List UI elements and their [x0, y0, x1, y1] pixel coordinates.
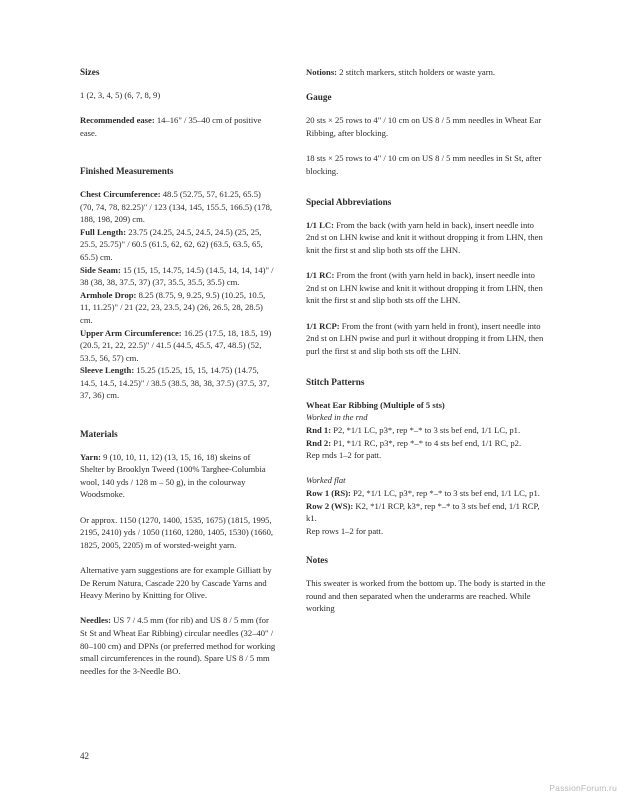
recommended-ease	[80, 114, 276, 139]
measurement-upper-arm: Upper Arm Circumference: 16.25 (17.5, 18, 18.5, 19) (20.5, 21, 22, 22.5)" / 41.5 (44.5, 45.5, 47, 48.5) (52, 53.5, 56, 57) cm.	[80, 327, 272, 363]
row-1: Row 1 (RS): P2, *1/1 LC, p3*, rep *–* to 3 sts bef end, 1/1 LC, p1.	[306, 488, 540, 499]
gauge-heading: Gauge	[306, 92, 332, 103]
notes-heading: Notes	[306, 555, 328, 565]
page-number: 42	[80, 751, 89, 761]
measurement-full-length: Full Length: 23.75 (24.25, 24.5, 24.5, 24.5) (25, 25, 25.5, 25.75)" / 60.5 (61.5, 62, 62, 62) (63.5, 63.5, 65, 65.5) cm.	[80, 226, 263, 262]
gauge-st-st: 18 sts × 25 rows to 4" / 10 cm on US 8 / 5 mm needles in St St, after blocking.	[306, 152, 542, 176]
rnd-1: Rnd 1: P2, *1/1 LC, p3*, rep *–* to 3 sts bef end, 1/1 LC, p1.	[306, 425, 521, 436]
special-abbreviations-heading: Special Abbreviations	[306, 196, 392, 207]
watermark: PassionForum.ru	[549, 783, 617, 793]
measurement-side-seam: Side Seam: 15 (15, 15, 14.75, 14.5) (14.5, 14, 14, 14)" / 38 (38, 38, 37.5, 37) (37, 35.5, 35.5, 35.5) cm.	[80, 264, 274, 288]
ease-text: 14–16" / 35–40 cm of positive ease.	[80, 115, 262, 138]
wheat-ear-title: Wheat Ear Ribbing (Multiple of 5 sts)	[306, 399, 445, 410]
left-column	[80, 66, 276, 690]
abbrev-1-1-lc: 1/1 LC: From the back (with yarn held in back), insert needle into 2nd st on LHN kwise and knit it without dropping it from LHN, then knit the first st and slip both sts off the LHN.	[306, 219, 543, 255]
alt-yarn-paragraph: Alternative yarn suggestions are for example Gilliatt by De Rerum Natura, Cascade 220 by Cascade Yarns and Heavy Merino by Knitting for Olive.	[80, 565, 272, 601]
row-repeat: Rep rows 1–2 for patt.	[306, 525, 384, 536]
sizes-values: 1 (2, 3, 4, 5) (6, 7, 8, 9)	[80, 90, 161, 100]
rnd-repeat: Rep rnds 1–2 for patt.	[306, 450, 382, 461]
needles-paragraph: Needles: US 7 / 4.5 mm (for rib) and US 8 / 5 mm (for St St and Wheat Ear Ribbing) circular needles (32–40" / 80–100 cm) and DPNs (or preferred method for working small circumferences in the round). Spare US 8 / 5 mm needles for the 3-Needle BO.	[80, 615, 276, 676]
stitch-patterns-heading: Stitch Patterns	[306, 376, 365, 387]
worked-in-rnd-label: Worked in the rnd	[306, 412, 368, 423]
worked-flat-label: Worked flat	[306, 475, 346, 486]
gauge-wheat-ear: 20 sts × 25 rows to 4" / 10 cm on US 8 / 5 mm needles in Wheat Ear Ribbing, after blocking.	[306, 115, 542, 138]
abbrev-1-1-rc: 1/1 RC: From the front (with yarn held in back), insert needle into 2nd st on LHN kwise and knit it without dropping it from LHN, then knit the first st and slip both sts off the LHN.	[306, 270, 543, 306]
row-2: Row 2 (WS): K2, *1/1 RCP, k3*, rep *–* to 3 sts bef end, 1/1 RCP, k1.	[306, 500, 540, 524]
yarn-approx-paragraph: Or approx. 1150 (1270, 1400, 1535, 1675) (1815, 1995, 2195, 2410) yds / 1050 (1160, 1280, 1405, 1530) (1660, 1825, 2005, 2205) m of worsted-weight yarn.	[80, 514, 274, 550]
rnd-2: Rnd 2: P1, *1/1 RC, p3*, rep *–* to 4 sts bef end, 1/1 RC, p2.	[306, 437, 522, 448]
materials-heading: Materials	[80, 428, 118, 439]
measurement-armhole-drop: Armhole Drop: 8.25 (8.75, 9, 9.25, 9.5) (10.25, 10.5, 11, 11.25)" / 21 (22, 23, 23.5, 24) (26, 26.5, 28, 28.5) cm.	[80, 289, 266, 325]
finished-measurements-heading: Finished Measurements	[80, 165, 174, 176]
measurement-sleeve-length: Sleeve Length: 15.25 (15.25, 15, 15, 14.75) (14.75, 14.5, 14.5, 14.25)" / 38.5 (38.5, 38, 38, 37.5) (37.5, 37, 37, 36) cm.	[80, 365, 270, 401]
abbrev-1-1-rcp: 1/1 RCP: From the front (with yarn held in front), insert needle into 2nd st on LHN pwise and purl it without dropping it from LHN, then purl the first st and slip both sts off the LHN.	[306, 320, 544, 356]
right-column	[306, 66, 548, 627]
notions-paragraph: Notions: 2 stitch markers, stitch holders or waste yarn.	[306, 67, 496, 77]
yarn-paragraph: Yarn: 9 (10, 10, 11, 12) (13, 15, 16, 18) skeins of Shelter by Brooklyn Tweed (100% Targhee-Columbia wool, 140 yds / 128 m – 50 g), in the colourway Woodsmoke.	[80, 451, 266, 500]
measurement-chest: Chest Circumference: 48.5 (52.75, 57, 61.25, 65.5) (70, 74, 78, 82.25)" / 123 (134, 145, 155.5, 166.5) (178, 188, 198, 209) cm.	[80, 188, 273, 225]
sizes-heading: Sizes	[80, 67, 100, 77]
ease-label: Recommended ease:	[80, 115, 155, 126]
notes-paragraph: This sweater is worked from the bottom up. The body is started in the round and then separated when the underarms are reached. While working	[306, 578, 546, 614]
